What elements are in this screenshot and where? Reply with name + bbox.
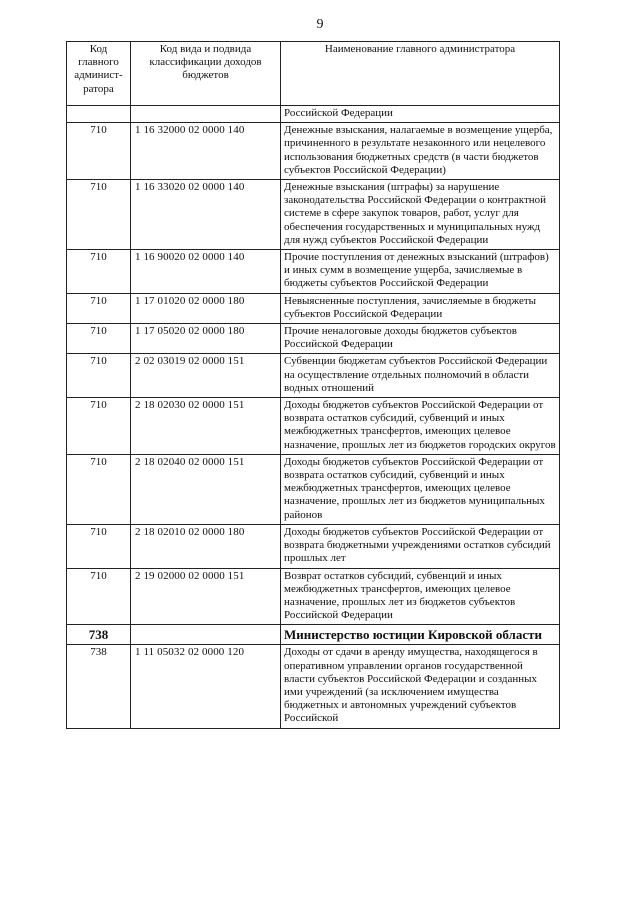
table-row <box>67 180 560 250</box>
admin-name-cell: Доходы бюджетов субъектов Российской Федерации от возврата бюджетными учреждениями остатков субсидий прошлых лет <box>281 524 560 568</box>
classification-code-cell: 1 17 05020 02 0000 180 <box>131 324 281 354</box>
classification-code-cell: 2 18 02010 02 0000 180 <box>131 524 281 568</box>
admin-name-cell: Денежные взыскания, налагаемые в возмещение ущерба, причиненного в результате незаконного или нецелевого использования бюджетных средств (в части бюджетов субъектов Российской Федерации) <box>281 123 560 180</box>
header-classification-code: Код вида и подвида классификации доходов бюджетов <box>131 42 281 106</box>
admin-name-cell: Прочие поступления от денежных взысканий (штрафов) и иных сумм в возмещение ущерба, зачисляемые в бюджеты субъектов Российской Федерации <box>281 250 560 294</box>
table-row <box>67 293 560 323</box>
classification-code-cell: 1 17 01020 02 0000 180 <box>131 293 281 323</box>
table-section-row <box>67 625 560 645</box>
admin-code-cell: 710 <box>67 293 131 323</box>
admin-name-cell: Денежные взыскания (штрафы) за нарушение законодательства Российской Федерации о контрактной системе в сфере закупок товаров, работ, услуг для обеспечения государственных и муниципальных нужд для нужд субъектов Российской Федерации <box>281 180 560 250</box>
revenue-administrators-table <box>66 41 560 729</box>
admin-code-cell <box>67 106 131 123</box>
table-row <box>67 123 560 180</box>
table-row <box>67 524 560 568</box>
page-number: 9 <box>316 17 324 32</box>
admin-name-cell: Субвенции бюджетам субъектов Российской Федерации на осуществление отдельных полномочий в области водных отношений <box>281 354 560 398</box>
classification-code-cell: 1 11 05032 02 0000 120 <box>131 645 281 728</box>
table-row <box>67 568 560 625</box>
classification-code-cell <box>131 625 281 645</box>
classification-code-cell: 2 02 03019 02 0000 151 <box>131 354 281 398</box>
admin-name-cell: Доходы бюджетов субъектов Российской Федерации от возврата остатков субсидий, субвенций и иных межбюджетных трансфертов, имеющих целевое назначение, прошлых лет из бюджетов городских округов <box>281 398 560 455</box>
classification-code-cell: 1 16 33020 02 0000 140 <box>131 180 281 250</box>
classification-code-cell: 2 19 02000 02 0000 151 <box>131 568 281 625</box>
admin-name-cell: Доходы бюджетов субъектов Российской Федерации от возврата остатков субсидий, субвенций и иных межбюджетных трансфертов, имеющих целевое назначение, прошлых лет из бюджетов муниципальных районов <box>281 454 560 524</box>
admin-name-cell: Российской Федерации <box>281 106 560 123</box>
table-row <box>67 454 560 524</box>
table-row <box>67 106 560 123</box>
table-row <box>67 645 560 728</box>
admin-code-cell: 710 <box>67 454 131 524</box>
admin-code-cell: 710 <box>67 524 131 568</box>
table-row <box>67 398 560 455</box>
admin-code-cell: 710 <box>67 180 131 250</box>
admin-code-cell: 710 <box>67 324 131 354</box>
admin-code-cell: 710 <box>67 354 131 398</box>
table-header-row <box>67 42 560 106</box>
header-admin-name: Наименование главного администратора <box>281 42 560 106</box>
admin-code-cell: 710 <box>67 250 131 294</box>
classification-code-cell: 2 18 02040 02 0000 151 <box>131 454 281 524</box>
admin-name-cell: Невыясненные поступления, зачисляемые в бюджеты субъектов Российской Федерации <box>281 293 560 323</box>
classification-code-cell: 1 16 90020 02 0000 140 <box>131 250 281 294</box>
admin-code-cell: 710 <box>67 568 131 625</box>
classification-code-cell <box>131 106 281 123</box>
classification-code-cell: 1 16 32000 02 0000 140 <box>131 123 281 180</box>
table-row <box>67 324 560 354</box>
admin-name-cell: Прочие неналоговые доходы бюджетов субъектов Российской Федерации <box>281 324 560 354</box>
admin-code-cell: 710 <box>67 398 131 455</box>
admin-code-cell: 738 <box>67 645 131 728</box>
classification-code-cell: 2 18 02030 02 0000 151 <box>131 398 281 455</box>
admin-code-cell: 710 <box>67 123 131 180</box>
admin-name-cell: Возврат остатков субсидий, субвенций и иных межбюджетных трансфертов, имеющих целевое назначение, прошлых лет из бюджетов субъектов Российской Федерации <box>281 568 560 625</box>
admin-name-cell: Доходы от сдачи в аренду имущества, находящегося в оперативном управлении органов государственной власти субъектов Российской Федерации и созданных ими учреждений (за исключением имущества бюджетных и автономных учреждений субъектов Российской <box>281 645 560 728</box>
table-row <box>67 354 560 398</box>
header-admin-code: Код главного админист-ратора <box>67 42 131 106</box>
admin-code-cell: 738 <box>67 625 131 645</box>
admin-name-cell: Министерство юстиции Кировской области <box>281 625 560 645</box>
table-row <box>67 250 560 294</box>
